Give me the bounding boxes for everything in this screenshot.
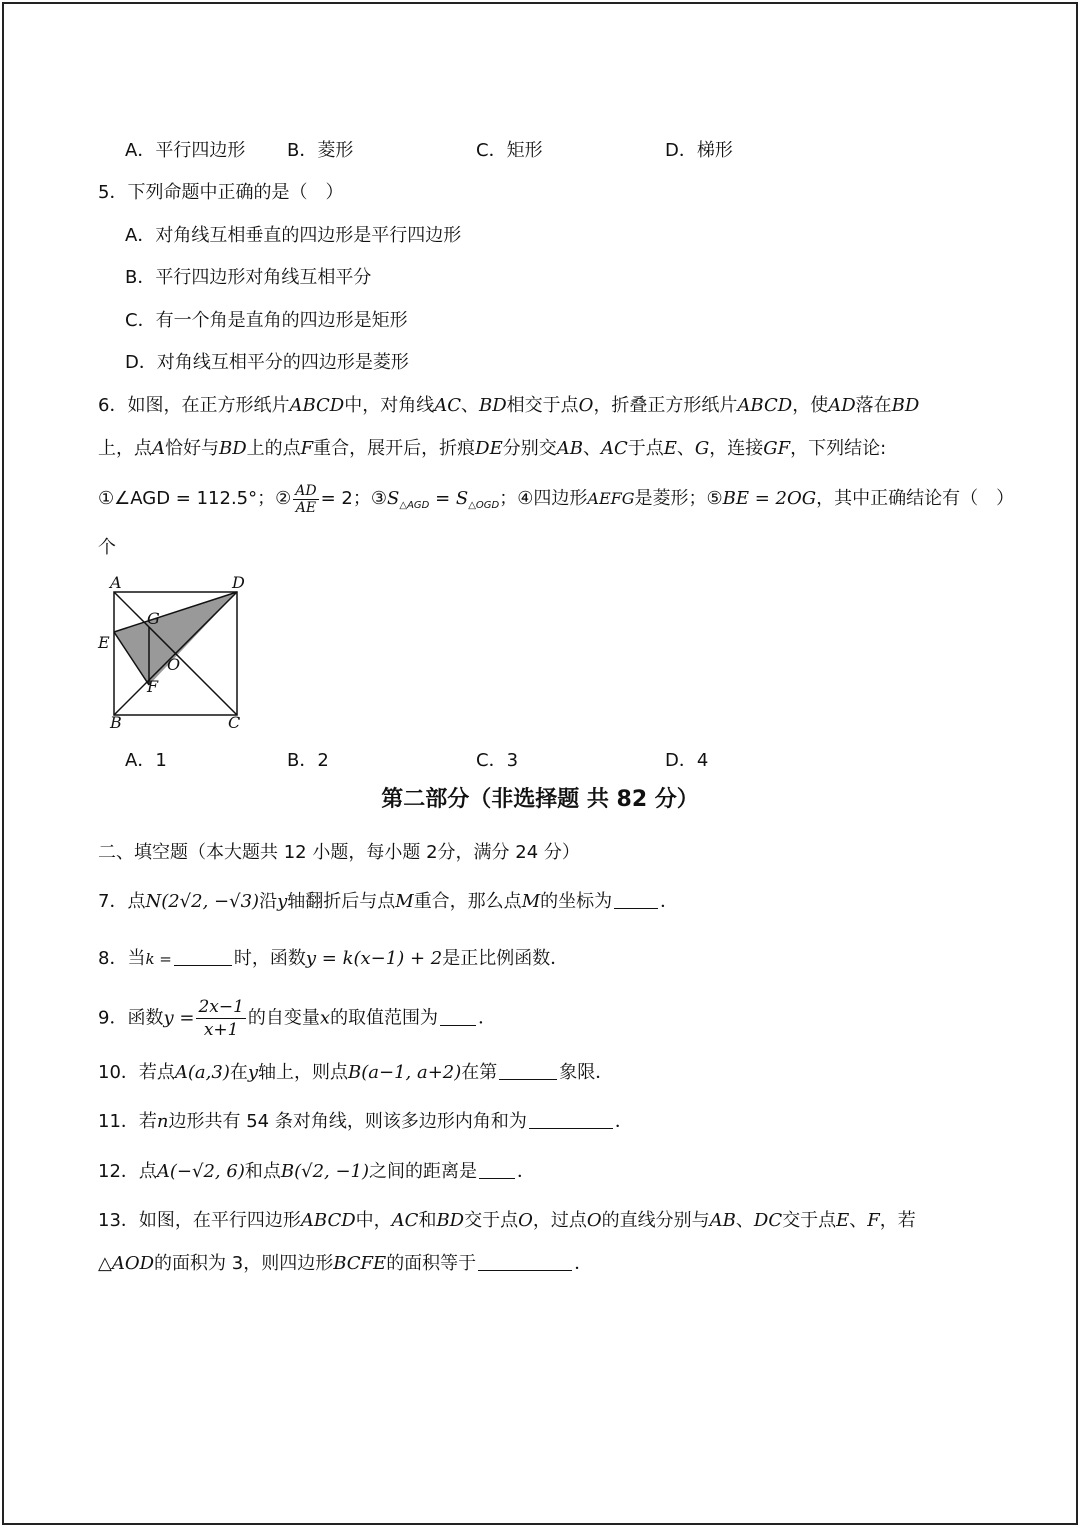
q6-line-3 <box>98 482 1014 523</box>
q6-text: 6．如图，在正方形纸片 <box>98 395 290 416</box>
q9-math: y = <box>163 1007 195 1029</box>
q10-text: 在 <box>229 1062 248 1083</box>
q12-text: 之间的距离是 <box>369 1161 478 1182</box>
q9-math: x <box>319 1007 331 1029</box>
q9-text: 9．函数 <box>98 1007 164 1029</box>
q6-text: 、 <box>461 395 479 416</box>
q9-text: 的取值范围为 <box>330 1007 439 1029</box>
part-two-heading: 第二部分（非选择题 共 82 分） <box>381 787 699 812</box>
q13-math: F <box>867 1210 880 1231</box>
q6-text: 、 <box>582 438 601 459</box>
q11-answer-blank <box>529 1112 613 1129</box>
q6-fraction <box>293 483 318 516</box>
label-c: C <box>228 713 241 732</box>
q6-text: 重合，展开后，折痕 <box>313 438 476 459</box>
q7-text: 轴翻折后与点 <box>287 891 396 912</box>
q6-option-d: D．4 <box>665 750 709 771</box>
q11-math: n <box>156 1111 169 1132</box>
label-a: A <box>110 573 122 592</box>
q13-math: AOD <box>111 1253 155 1274</box>
q6-option-b: B．2 <box>287 750 329 771</box>
fraction-numerator: 2x−1 <box>198 997 244 1017</box>
q13-math: AC <box>391 1210 419 1231</box>
q6-text: 、 <box>676 438 695 459</box>
q6-text: 中，对角线 <box>344 395 435 416</box>
q6-math: AEFG <box>587 489 635 508</box>
q6-line-1 <box>98 394 919 418</box>
q11 <box>98 1110 633 1134</box>
q6-text: 是菱形；⑤ <box>634 488 723 509</box>
q7-text: ． <box>660 891 679 912</box>
q7-text: 的坐标为 <box>540 891 613 912</box>
q13-text: 交于点 <box>782 1210 837 1231</box>
label-f: F <box>147 677 159 696</box>
q5-option-b: B．平行四边形对角线互相平分 <box>125 267 372 288</box>
q7-math: y <box>277 891 288 912</box>
q6-text: 上的点 <box>246 438 301 459</box>
q13-text: 中， <box>355 1210 392 1231</box>
q6-text: ；④四边形 <box>499 488 588 509</box>
q8-math: k = <box>145 950 172 968</box>
q13-text: 的面积为 3，则四边形 <box>154 1253 334 1274</box>
square-fold-figure <box>92 570 262 735</box>
q13-text: ，若 <box>879 1210 916 1231</box>
q6-math: GF <box>763 438 791 459</box>
q6-text: ，其中正确结论有（ ） <box>816 488 1015 509</box>
q4-option-c: C．矩形 <box>476 140 543 161</box>
q5-option-c: C．有一个角是直角的四边形是矩形 <box>125 310 408 331</box>
label-g: G <box>147 609 160 628</box>
q12-text: ． <box>517 1161 536 1182</box>
q6-math: E <box>663 438 677 459</box>
q6-math: O <box>578 395 594 416</box>
q10-answer-blank <box>499 1063 557 1080</box>
q7-answer-blank <box>614 892 658 909</box>
q6-text: 分别交 <box>502 438 557 459</box>
q4-option-b: B．菱形 <box>287 140 354 161</box>
q13-line-2 <box>98 1252 592 1276</box>
q13-text: 的面积等于 <box>386 1253 477 1274</box>
q7-math: M <box>521 891 541 912</box>
label-o: O <box>167 655 181 674</box>
q8-math: y = k(x−1) + 2 <box>305 948 443 969</box>
q6-text: ①∠AGD = 112.5°；② <box>98 488 292 509</box>
q11-text: 11．若 <box>98 1111 157 1132</box>
q6-math: F <box>300 438 314 459</box>
q10-text: 象限． <box>559 1062 614 1083</box>
q10-text: 10．若点 <box>98 1062 175 1083</box>
q6-text: ，连接 <box>709 438 764 459</box>
q7-math: N(2√2, −√3) <box>145 891 260 912</box>
q12-text: 12．点 <box>98 1161 157 1182</box>
q13-math: O <box>586 1210 602 1231</box>
q13-math: BD <box>436 1210 465 1231</box>
q6-option-c: C．3 <box>476 750 519 771</box>
q8-text: 8．当 <box>98 948 146 969</box>
q13-line-1 <box>98 1209 916 1233</box>
q9-fraction <box>196 996 245 1041</box>
q6-math: AB <box>556 438 583 459</box>
q6-math: A <box>152 438 165 459</box>
q13-text: ，过点 <box>532 1210 587 1231</box>
q13-text: △ <box>98 1253 112 1274</box>
q6-line-2 <box>98 437 886 461</box>
q12 <box>98 1160 535 1184</box>
q12-answer-blank <box>479 1162 515 1179</box>
q6-math: BD <box>891 395 920 416</box>
q6-text: = <box>429 488 456 509</box>
q12-math: A(−√2, 6) <box>156 1161 245 1182</box>
q6-math: DE <box>475 438 503 459</box>
q13-math: AB <box>709 1210 736 1231</box>
q6-math: S <box>455 488 469 509</box>
q5-stem: 5．下列命题中正确的是（ ） <box>98 182 344 203</box>
q8-answer-blank <box>174 949 232 966</box>
q6-text: ，折叠正方形纸片 <box>593 395 738 416</box>
label-e: E <box>98 633 110 652</box>
q6-text: 于点 <box>627 438 664 459</box>
q6-math: BE = 2OG <box>722 488 817 509</box>
q5-option-a: A．对角线互相垂直的四边形是平行四边形 <box>125 225 462 246</box>
q13-math: ABCD <box>300 1210 356 1231</box>
fraction-numerator: AD <box>295 482 317 499</box>
q7-text: 7．点 <box>98 891 146 912</box>
q6-math: G <box>694 438 710 459</box>
q9-text: 的自变量 <box>247 1007 320 1029</box>
q7 <box>98 890 678 914</box>
q12-text: 和点 <box>244 1161 281 1182</box>
q6-option-a: A．1 <box>125 750 167 771</box>
q6-text: 落在 <box>855 395 892 416</box>
q13-text: ． <box>574 1253 593 1274</box>
q6-line-4: 个 <box>98 537 116 558</box>
q13-text: 的直线分别与 <box>601 1210 710 1231</box>
q6-text: ，使 <box>792 395 829 416</box>
q6-text: ，下列结论: <box>790 438 887 459</box>
q6-math: AC <box>600 438 628 459</box>
q6-subscript: △AGD <box>399 500 430 511</box>
q9-answer-blank <box>440 1009 476 1026</box>
q6-text: 恰好与 <box>165 438 219 459</box>
q5-option-d: D．对角线互相平分的四边形是菱形 <box>125 352 409 373</box>
q8-text: 是正比例函数． <box>442 948 569 969</box>
q7-text: 重合，那么点 <box>413 891 522 912</box>
q6-math: ABCD <box>289 395 345 416</box>
q13-text: 、 <box>735 1210 754 1231</box>
q6-text: 相交于点 <box>506 395 579 416</box>
q11-text: ． <box>614 1111 633 1132</box>
q10-text: 轴上，则点 <box>258 1062 349 1083</box>
q10-math: y <box>247 1062 259 1083</box>
fraction-denominator: x+1 <box>203 1020 239 1040</box>
q13-text: 和 <box>418 1210 437 1231</box>
q10 <box>98 1061 613 1085</box>
q8-text: 时，函数 <box>233 948 306 969</box>
q13-text: 、 <box>849 1210 868 1231</box>
q8 <box>98 947 568 971</box>
q6-math: BD <box>219 438 247 459</box>
q6-text: = 2；③ <box>320 488 388 509</box>
q6-math: S <box>387 488 400 509</box>
section-fill-in-title: 二、填空题（本大题共 12 小题，每小题 2分，满分 24 分） <box>98 842 580 863</box>
q6-math: AD <box>828 395 856 416</box>
q7-math: M <box>395 891 414 912</box>
q12-math: B(√2, −1) <box>280 1161 370 1182</box>
label-d: D <box>232 573 245 592</box>
q11-text: 边形共有 54 条对角线，则该多边形内角和为 <box>168 1111 527 1132</box>
q10-math: A(a,3) <box>174 1062 230 1083</box>
label-b: B <box>110 713 122 732</box>
q4-option-d: D．梯形 <box>665 140 733 161</box>
q10-math: B(a−1, a+2) <box>348 1062 462 1083</box>
q13-math: O <box>518 1210 533 1231</box>
q6-subscript: △OGD <box>468 500 500 511</box>
q13-math: BCFE <box>333 1253 387 1274</box>
fraction-denominator: AE <box>295 499 317 516</box>
q13-answer-blank <box>478 1254 572 1271</box>
q9-text: ． <box>478 1007 497 1029</box>
q4-option-a: A．平行四边形 <box>125 140 246 161</box>
q10-text: 在第 <box>461 1062 498 1083</box>
q13-text: 13．如图，在平行四边形 <box>98 1210 301 1231</box>
q13-math: E <box>836 1210 850 1231</box>
q6-math: BD <box>479 395 507 416</box>
q7-text: 沿 <box>259 891 278 912</box>
q6-math: AC <box>434 395 461 416</box>
q9 <box>98 996 496 1041</box>
q6-text: 上，点 <box>98 438 152 459</box>
q13-math: DC <box>753 1210 783 1231</box>
q13-text: 交于点 <box>464 1210 519 1231</box>
q6-math: ABCD <box>737 395 793 416</box>
